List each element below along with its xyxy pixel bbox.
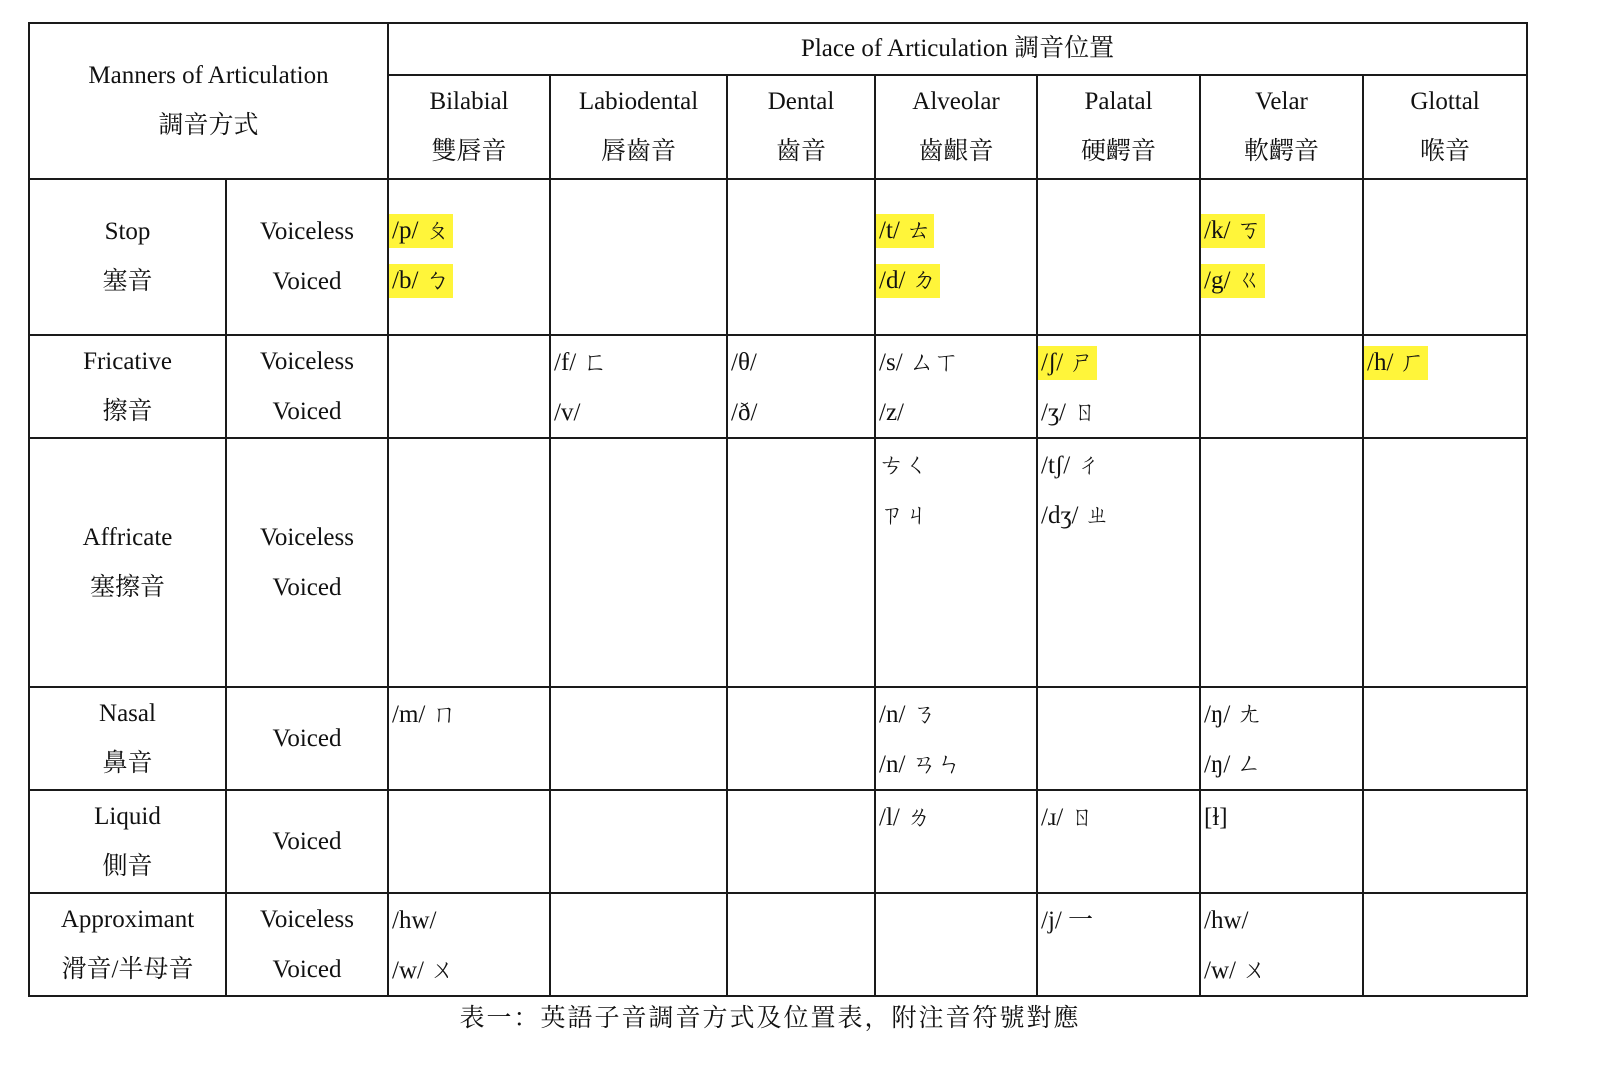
row-label-liquid <box>29 790 226 893</box>
phoneme: /v/ <box>554 399 581 426</box>
row-label-en: Fricative <box>83 347 172 375</box>
col-header-dental <box>727 75 875 179</box>
col-header-en: Labiodental <box>578 88 699 115</box>
row-label-zh: 滑音/半母音 <box>61 955 194 983</box>
voicing-label: Voiced <box>272 268 342 295</box>
phoneme: /ʒ/ ㄖ <box>1041 399 1098 426</box>
row-label-en: Liquid <box>94 802 161 830</box>
voicing-approximant <box>226 893 388 996</box>
phoneme: /ɹ/ ㄖ <box>1041 804 1095 831</box>
cell-liquid-labiodental <box>550 790 727 893</box>
phoneme: [ɫ] <box>1204 804 1228 831</box>
cell-fricative-glottal <box>1363 335 1527 438</box>
phoneme: /s/ ㄙㄒ <box>879 349 959 376</box>
col-header-zh: 雙唇音 <box>431 138 507 165</box>
row-label-en: Approximant <box>60 905 195 933</box>
row-label-zh: 塞音 <box>102 268 153 295</box>
phoneme: /ŋ/ ㄥ <box>1204 751 1262 778</box>
col-header-zh: 唇齒音 <box>601 138 677 165</box>
phoneme: /θ/ <box>731 349 757 376</box>
phoneme: /g/ ㄍ <box>1201 264 1265 298</box>
cell-fricative-alveolar <box>875 335 1037 438</box>
cell-affricate-labiodental <box>550 438 727 687</box>
cell-stop-glottal <box>1363 179 1527 335</box>
cell-nasal-labiodental <box>550 687 727 790</box>
voicing-liquid <box>226 790 388 893</box>
table-caption: 表一：英語子音調音方式及位置表，附注音符號對應 <box>459 1005 1081 1032</box>
place-header-label: Place of Articulation 調音位置 <box>800 35 1115 62</box>
phoneme: /h/ ㄏ <box>1364 346 1428 380</box>
col-header-glottal <box>1363 75 1527 179</box>
row-label-approximant <box>29 893 226 996</box>
voicing-label: Voiced <box>272 397 342 425</box>
place-header <box>388 23 1527 75</box>
row-label-zh: 側音 <box>102 852 153 880</box>
col-header-zh: 喉音 <box>1420 138 1471 165</box>
voicing-affricate <box>226 438 388 687</box>
manners-header-zh: 調音方式 <box>158 112 259 139</box>
cell-nasal-palatal <box>1037 687 1200 790</box>
col-header-velar <box>1200 75 1363 179</box>
cell-nasal-velar <box>1200 687 1363 790</box>
cell-nasal-bilabial <box>388 687 550 790</box>
phoneme: /f/ ㄈ <box>554 349 608 376</box>
phoneme: /k/ ㄎ <box>1201 214 1265 248</box>
voicing-label: Voiced <box>272 573 342 601</box>
phoneme: /n/ ㄋ <box>879 701 937 728</box>
col-header-en: Velar <box>1255 88 1308 115</box>
cell-fricative-dental <box>727 335 875 438</box>
voicing-stop <box>226 179 388 335</box>
cell-stop-dental <box>727 179 875 335</box>
cell-approximant-labiodental <box>550 893 727 996</box>
cell-approximant-bilabial <box>388 893 550 996</box>
cell-stop-velar <box>1200 179 1363 335</box>
cell-approximant-dental <box>727 893 875 996</box>
col-header-zh: 硬齶音 <box>1081 138 1157 165</box>
cell-fricative-labiodental <box>550 335 727 438</box>
row-label-affricate <box>29 438 226 687</box>
phoneme: ㄗㄐ <box>879 502 930 529</box>
row-label-zh: 擦音 <box>102 397 153 425</box>
voicing-fricative <box>226 335 388 438</box>
phoneme: /j/ 一 <box>1041 907 1094 934</box>
cell-approximant-glottal <box>1363 893 1527 996</box>
phoneme: /hw/ <box>392 907 437 934</box>
cell-fricative-velar <box>1200 335 1363 438</box>
col-header-en: Alveolar <box>912 88 1000 115</box>
cell-liquid-dental <box>727 790 875 893</box>
row-label-en: Affricate <box>82 523 173 551</box>
row-label-nasal <box>29 687 226 790</box>
cell-fricative-bilabial <box>388 335 550 438</box>
phoneme: /w/ ㄨ <box>1204 957 1268 984</box>
cell-affricate-bilabial <box>388 438 550 687</box>
col-header-en: Palatal <box>1084 88 1153 115</box>
col-header-palatal <box>1037 75 1200 179</box>
col-header-bilabial <box>388 75 550 179</box>
phoneme: /p/ ㄆ <box>389 214 453 248</box>
cell-nasal-alveolar <box>875 687 1037 790</box>
row-label-en: Nasal <box>99 699 156 727</box>
cell-affricate-palatal <box>1037 438 1200 687</box>
cell-affricate-velar <box>1200 438 1363 687</box>
phoneme: ㄘㄑ <box>879 452 930 479</box>
cell-affricate-alveolar <box>875 438 1037 687</box>
cell-liquid-bilabial <box>388 790 550 893</box>
row-label-zh: 塞擦音 <box>89 573 165 601</box>
phoneme: /t/ ㄊ <box>876 214 934 248</box>
col-header-labiodental <box>550 75 727 179</box>
cell-liquid-glottal <box>1363 790 1527 893</box>
voicing-label: Voiceless <box>260 905 354 933</box>
cell-approximant-alveolar <box>875 893 1037 996</box>
phoneme: /d/ ㄉ <box>876 264 940 298</box>
phoneme: /ð/ <box>731 399 758 426</box>
manners-header-en: Manners of Articulation <box>88 62 329 89</box>
phoneme: /b/ ㄅ <box>389 264 453 298</box>
col-header-zh: 齒齦音 <box>918 138 994 165</box>
col-header-en: Glottal <box>1410 88 1480 115</box>
cell-stop-alveolar <box>875 179 1037 335</box>
cell-liquid-palatal <box>1037 790 1200 893</box>
row-label-stop <box>29 179 226 335</box>
phoneme: /ʃ/ ㄕ <box>1038 346 1097 380</box>
phoneme: /hw/ <box>1204 907 1249 934</box>
row-label-en: Stop <box>104 218 151 245</box>
cell-fricative-palatal <box>1037 335 1200 438</box>
cell-nasal-dental <box>727 687 875 790</box>
cell-affricate-dental <box>727 438 875 687</box>
col-header-en: Dental <box>767 88 835 115</box>
col-header-alveolar <box>875 75 1037 179</box>
consonant-table <box>28 22 1528 997</box>
voicing-label: Voiceless <box>260 218 354 245</box>
manners-header <box>29 23 388 179</box>
cell-approximant-velar <box>1200 893 1363 996</box>
cell-stop-bilabial <box>388 179 550 335</box>
cell-approximant-palatal <box>1037 893 1200 996</box>
phoneme: /tʃ/ ㄔ <box>1041 452 1102 479</box>
voicing-label: Voiced <box>272 724 342 752</box>
phoneme: /z/ <box>879 399 905 426</box>
cell-liquid-alveolar <box>875 790 1037 893</box>
cell-nasal-glottal <box>1363 687 1527 790</box>
phoneme: /m/ ㄇ <box>392 701 457 728</box>
row-label-zh: 鼻音 <box>102 749 153 777</box>
phoneme: /l/ ㄌ <box>879 804 932 831</box>
col-header-en: Bilabial <box>429 88 509 115</box>
voicing-label: Voiced <box>272 827 342 855</box>
phoneme: /n/ ㄢㄣ <box>879 751 962 778</box>
col-header-zh: 軟齶音 <box>1244 138 1320 165</box>
cell-liquid-velar <box>1200 790 1363 893</box>
cell-stop-palatal <box>1037 179 1200 335</box>
voicing-label: Voiced <box>272 955 342 983</box>
row-label-fricative <box>29 335 226 438</box>
cell-affricate-glottal <box>1363 438 1527 687</box>
phoneme: /ŋ/ ㄤ <box>1204 701 1262 728</box>
voicing-label: Voiceless <box>260 523 354 551</box>
voicing-label: Voiceless <box>260 347 354 375</box>
cell-stop-labiodental <box>550 179 727 335</box>
col-header-zh: 齒音 <box>776 138 827 165</box>
phoneme: /dʒ/ ㄓ <box>1041 502 1110 529</box>
phoneme: /w/ ㄨ <box>392 957 456 984</box>
voicing-nasal <box>226 687 388 790</box>
